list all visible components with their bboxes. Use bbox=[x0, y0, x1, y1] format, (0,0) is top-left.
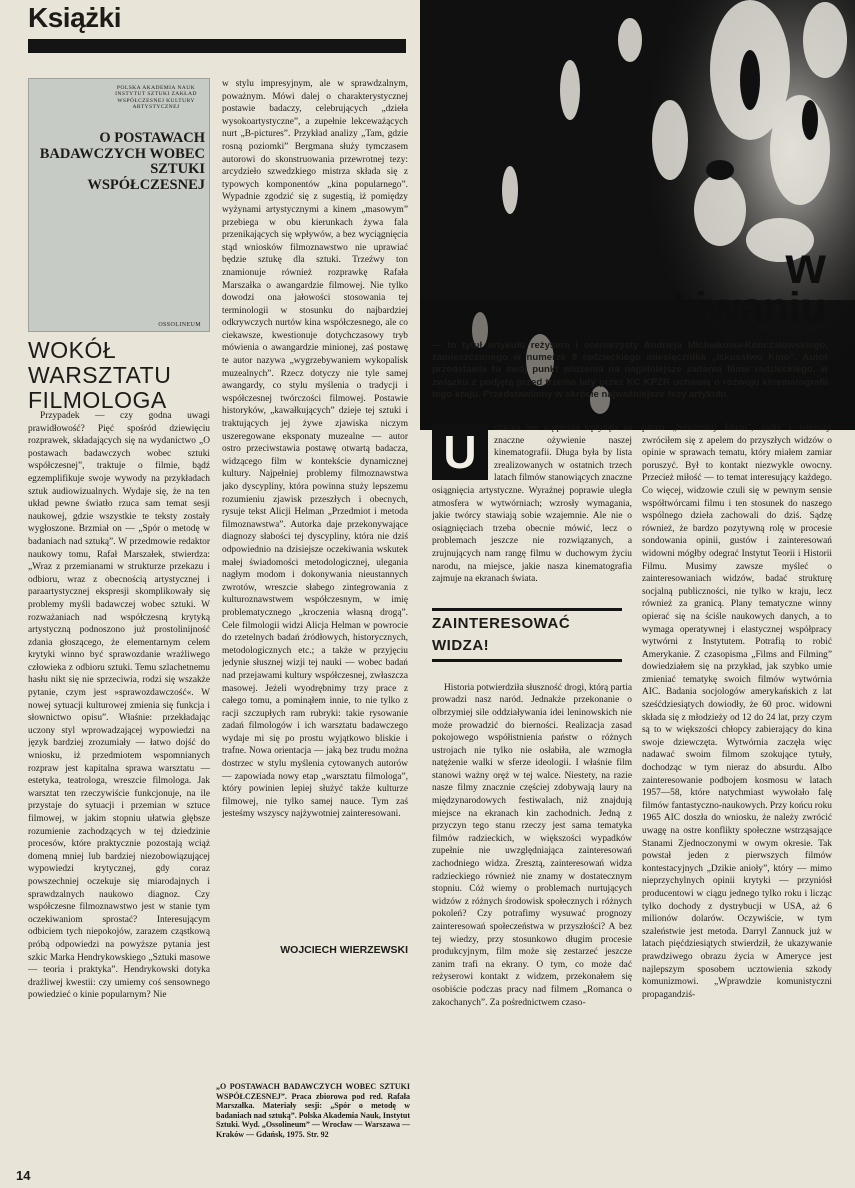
essay-heading: WOKÓŁ WARSZTATU FILMOLOGA bbox=[28, 337, 172, 413]
cover-imprint: OSSOLINEUM bbox=[158, 322, 201, 328]
essay-column-1 bbox=[28, 410, 210, 1152]
headline-main: poszukiwaniu bbox=[550, 284, 826, 332]
feature-intro-text: chwała bez wątpienia wpłynęła na znaczne ożywienie naszej kinematografii. Długa była by lista zrealizowanych w ostatnich trzech latach filmów stanowiących znaczne osiągnięcia artystyczne. Wyraźnej poprawie uległa atmosfera w wytwórniach; wzrosły wymagania, jakie twórcy stawiają sobie wzajemnie. Ale nie o osiągnięciach trzeba obecnie mówić, lecz o problemach jeszcze nie rozwiązanych, a zrujnujących nam rangę filmu w duchowym życiu narodu, na miejsce, jakie nasza kinematografia zajmuje na ekranach świata. bbox=[432, 423, 632, 585]
essay-text-1: Przypadek — czy godna uwagi prawidłowość? Pięć spośród dziewięciu rozprawek, składających się na wydanictwo „O postawach badawczych wobec sztuki współczesnej”, traktuje o filmie, bądź egzemplifikuje swoje wywody na przykładach sztuk audiowizualnych. Wydaje się, że na ten układ pewne światło rzuca sam temat sesji naukowej, gdzie wszystkie te teksty zostały wygłoszone. Brzmiał on — „Spór o metodę w badaniach nad sztuką”. W przedmowie redaktor naukowy tomu, Rafał Marszałek, stwierdza: „Wraz z przemianami w strukturze przekazu i odbioru, wraz z obecnością artystycznej i paraartystycznej ekspresji skomplikowały się problemy myśli badawczej wobec sztuki. W rozważaniach nad współczesną krytyką artystyczną podnoszono już prostoliniјność zdania głoszącego, że elementarnym celem krytyki winno być sprawozdanie wrażliwego człowieka z odbioru sztuki. Temu szlachetnemu hasłu nikt się nie sprzeciwia, rodzi się wszakże pytanie, czym jest »sprawozdawczość«. W nowej sytuacji kulturowej zmienia się funkcja i słownictwo opisu”. Właśnie: przekładając uczony styl wprowadzającej wypowiedzi na język bardziej zrozumiały — łatwo dojść do wniosku, iż przedmiotem wspomnianych rozpraw jest kapitalna sprawa warsztatu — estetyka, teatrologa, wreszcie filmologa. Jak warsztat ten rzeczywiście funkcjonuje, na ile przystaje do sytuacji i przemian w sztuce filmowej, w jakim stopniu ułatwia głębsze rozumienie zachodzących w tej dziedzinie procesów, które praktycznie pozostają wciąż domeną mniej lub bardziej niezobowiązującej wypowiedzi krytycznej, gdy coraz powszechniej oczekuje się miarodajnych i sprawdzalnych naukowo diagnoz. Czy współczesne filmoznawstwo jest w stanie tym oczekiwaniom sprostać? Interesującym odbiciem tych niepokojów, zarazem cząstkową próbą odpowiedzi na powyższe pytania jest szkic Marka Hendrykowskiego „Sztuki masowe — teoria i praktyka”. Hendrykowski dotyka drażliwej kwestii: czy umiemy coś sensownego powiedzieć o kinie popularnym? Nie bbox=[28, 411, 210, 1001]
cover-title: O POSTAWACH BADAWCZYCH WOBEC SZTUKI WSPÓŁCZESNEJ bbox=[39, 130, 205, 193]
feature-lead: — to tytuł artykułu reżysera i scenarzysty Andrieja Michałkowa-Konczałowskiego, zamieszczonego w numerze 9 radzieckiego miesięcznika „Iskusstwo Kino”. Autor przedstawia tu swój punkt widzenia na najpilniejsze zadania filmu radzieckiego, w związku z podjętą przed trzema laty przez KC KPZR uchwałą o rozwoju kinematografii tego kraju. Przedstawiamy w skrócie najważniejsze tezy artykułu. bbox=[432, 340, 828, 400]
feature-subhead bbox=[432, 608, 632, 662]
headline-word-w: w bbox=[785, 237, 826, 295]
page-number: 14 bbox=[16, 1168, 31, 1183]
subhead-text: ZAINTERESOWAĆ WIDZA! bbox=[432, 608, 622, 662]
feature-body-text: Historia potwierdziła słuszność drogi, którą partia prowadzi nasz naród. Jednakże przekonanie o olbrzymiej sile oddziaływania idei leninowskich nie może prowadzić do bierności. Realizacja zasad pokojowego współistnienia państw o różnych ustrojach nie tylko nie osłabiła, ale wzmogła natężenie walki w sferze ideologii. I właśnie film stanowi ważny oręż w tej walce. Niestety, na razie nasze filmy znacznie częściej zdobywają laury na międzynarodowych festiwalach, niż znajdują miejsce na ekranach kin zachodnich. Jedną z przyczyn tego stanu rzeczy jest sama tematyka filmów radzieckich, w większości wypadków zupełnie nie uwzględniająca zainteresowań zachodniego widza. Zresztą, zainteresowań widza radzieckiego również nie znamy w dostatecznym stopniu. Cóż wiemy o problemach nurtujących widzów z różnych środowisk społecznych i różnych pokoleń? Czy potrafimy wysuwać prognozy zainteresowań społeczeństwa w przyszłości? A bez tej wiedzy, przy stosunkowo długim procesie produkcyjnym, film może się zestarzeć jeszcze zanim trafi na ekrany. O tym, co może dać reżyserowi kontakt z widzem, przekonałem się osobiście podczas pracy nad filmem „Romanca o zakochanych”. Za pośrednictwem czaso- bbox=[432, 682, 632, 1008]
essay-text-2: w stylu impresyjnym, ale w sprawdzalnym, poważnym. Mówi dalej o charakterystycznej postawie badaczy, celebrujących „dzieła wysokoartystyczne”, a zupełnie lekceważących nurt „B-pictures”. Przykład analizy „Tam, gdzie rosną poziomki” Bergmana służy tymczasem autorowi do skonstruowania przewrotnej tezy: arcydzieło szwedzkiego mistrza składa się z typowych komponentów „kina popularnego”. Wypadnie zgodzić się z sugestią, iż pomiędzy wyżynami artystycznymi a kinem „masowym” przebiega w obu kierunkach żywa fala przenikających się wpływów, a bez wyciągnięcia stąd wniosków filmoznawstwo nie uprawiać będzie sztukę dla sztuki. Trzeźwy ton znamionuje również rozprawkę Rafała Marszałka o awangardzie filmowej. Nie tylko dowodzi ona jałowości stosowania tej terminologii w stosunku do najbardziej odkrywczych nurtów kina współczesnego, ale co ciekawsze, kwestionuje dotychczasowy tryb mówienia o awangardzie minionej, zaś postawę te autor nazywa „wygrzebywaniem wykopalisk muzealnych”. Rzecz dotyczy nie tyle samej awangardy, co stylu myślenia o tradycji i współczesnej twórczości filmowej. Postawie historyków, „kawałkujących” dzieje tej sztuki i traktujących jej żywe zjawiska niczym uszeregowane eksponaty muzealne — autor ostro przeciwstawia postawę otwartą badacza, widzącego film w kontekście dynamicznej kultury. Najpełniej problemy filmoznawstwa jako dyscypliny, która powinna stuży lepszemu rozumieniu zjawisk przeszłych i obecnych, rysuje tekst Alicji Helman „Przedmiot i metoda filmoznawstwa”. Autorka daje przekonywające diagnozy słabości tej dyscypliny, która nie dziś odpowiednio na dzisiejsze oczekiwania wskutek małej świadomości metodologicznej, ulegania nagłym modom i dokonywania nieustannych zwrotów, wreszcie słabego zintegrowania z kulturoznawstwem współczesnym, w imię problematycznego „kroczenia własną drogą”. Cele filmologii widzi Alicja Helman w powrocie do rzetelnych badań źródłowych, historycznych, metodologicznych etc.; a także w przyjęciu jedynie słusznej wizji tej nauki — wobec badań nad przejawami kultury współczesnej, zwłaszcza masowej. Jeżeli wyodrębnimy trzy prace z całego tomu, a pominąłem innie, to nie tylko z racji szczupłych ram rubryki: takie rysowanie zadań filmologów i ich warsztatu badawczego wydaje mi się po prostu wyjątkowo bliskie i trafne. Nowa orientacja — jaką bez trudu można dostrzec w stylu myślenia cytowanych autorów — zapowiada nowy etap „warsztatu filmologa”, który powinien lepiej służyć także kulturze filmowej, nie tylko samej nauce. Tym zaś jesteśmy wszyscy najżywotniej zainteresowani. bbox=[222, 79, 408, 820]
feature-column-1 bbox=[432, 422, 632, 1162]
feature-headline bbox=[430, 237, 826, 336]
feature-column-2-text: pisma „Sowietskij Ekran”, radia i telewizji zwróciłem się z apelem do przyszłych widzów o opinie w sprawach tematu, który miałem zamiar poruszyć. Był to kontakt niezwykle owocny. Przecież miłość — to temat interesujący każdego. Co więcej, widzowie czuli się w pewnym sensie współtwórcami filmu i ten stosunek do naszego wspólnego dzieła zachowali do dziś. Sądzę również, że bardzo pozytywną rolę w procesie sondowania opinii, gustów i zainteresowań widowni mógłby odegrać Instytut Teorii i Historii Filmu. Musimy zawsze myśleć o zainteresowaniach widzów, badać strukturę socjalną publiczności, nie tylko w kraju, lecz również za granicą. Plany tematyczne winny opierać się na ściśle naukowych danych, a to wymaga operatywnej i elastycznej współpracy wytwórni z Instytutem. Potrafią to robić Amerykanie. Z czasopisma „Films and Filming” dowiedziałem się na przykład, jak szybko umie zmieniać tematykę swoich filmów wytwórnia AIC. Badania socjologów amerykańskich z lat sześćdziesiątych dowiodły, że 60 proc. widowni składa się z młodzieży od 12 do 24 lat, przy czym są to w większości chłopcy zabierający do kina swoje dziewczęta. Wytwórnia zaczęła więc nadawać swoim filmom szokujące tytuły, dochodząc w tym nieraz do absurdu. Albo zainteresowanie podbojem kosmosu w latach 1957—58, które natychmiast wywołało falę filmów fantastyczno-naukowych. Przy końcu roku 1965 AIC doszła do wniosku, że należy zwrócić uwagę na ostre konflikty społeczne wstrząsające Stanami Zjednoczonymi w owym okresie. Tak powstał jeden z pierwszych filmów kontestacyjnych „Dzikie anioły”, który — mimo nieprzychylnych opinii krytyki — przyniósł producentowi w ciągu jednego tylko roku i licząc tylko dochody z dystrybucji w USA, aż 6 milionów dolarów. Oczywiście, w tym szaleństwie jest metoda. Darryl Zannuck już w latach pięćdziesiątych stwierdził, że ukazywanie prawdziwego obrazu życia w Ameryce jest najlepszym sposobem ucztowienia szkody komunizmowi. „Wprawdzie komunistyczni propagandziś- bbox=[642, 423, 832, 1000]
essay-column-2 bbox=[222, 78, 408, 938]
section-title: Książki bbox=[28, 2, 121, 33]
header-bar bbox=[28, 39, 406, 53]
feature-column-2 bbox=[642, 422, 832, 1162]
book-cover-image bbox=[28, 78, 210, 332]
bibliography-note: „O POSTAWACH BADAWCZYCH WOBEC SZTUKI WSPÓŁCZESNEJ”. Praca zbiorowa pod red. Rafała Marszałka. Materiały sesji: „Spór o metodę w badaniach nad sztuką”. Polska Akademia Nauk, Instytut Sztuki. Wyd. „Ossolineum” — Wrocław — Warszawa — Kraków — Gdańsk, 1975. Str. 92 bbox=[216, 1082, 410, 1139]
drop-cap: U bbox=[432, 424, 488, 480]
essay-author: WOJCIECH WIERZEWSKI bbox=[280, 944, 408, 956]
cover-publisher: POLSKA AKADEMIA NAUK INSTYTUT SZTUKI ZAKŁAD WSPÓŁCZESNEJ KULTURY ARTYSTYCZNEJ bbox=[115, 85, 197, 111]
